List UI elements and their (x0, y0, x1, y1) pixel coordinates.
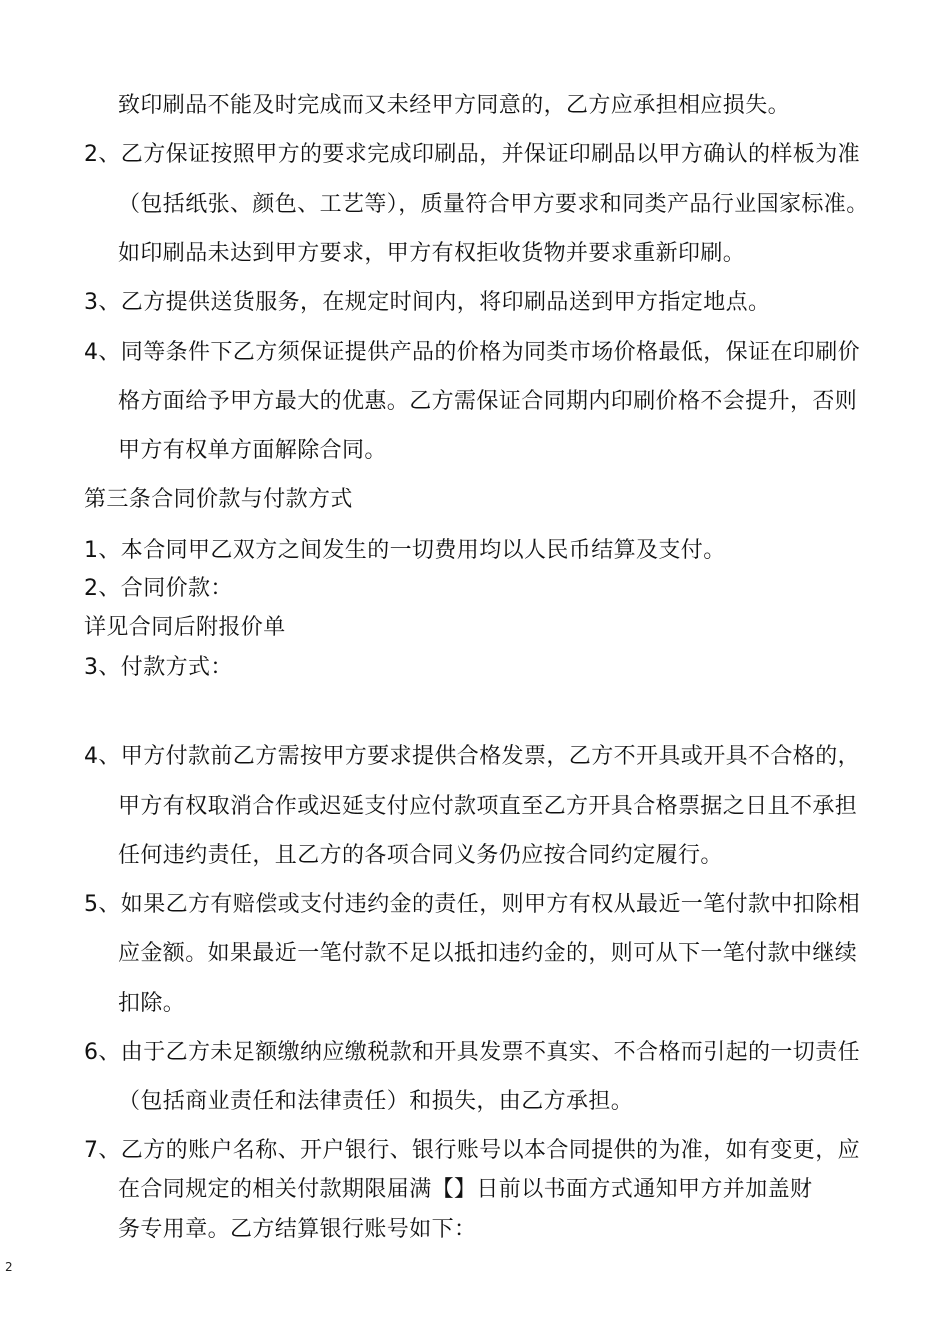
payment-clause-7: 7、乙方的账户名称、开户银行、银行账号以本合同提供的为准，如有变更，应 (84, 1138, 860, 1163)
text-line: 格方面给予甲方最大的优惠。乙方需保证合同期内印刷价格不会提升，否则 (118, 389, 858, 414)
payment-clause-2: 2、合同价款： (84, 576, 233, 601)
page-number: 2 (5, 1260, 13, 1274)
text-line: 任何违约责任，且乙方的各项合同义务仍应按合同约定履行。 (118, 843, 723, 868)
text-line: 如印刷品未达到甲方要求，甲方有权拒收货物并要求重新印刷。 (118, 241, 746, 266)
clause-3-line: 3、乙方提供送货服务，在规定时间内，将印刷品送到甲方指定地点。 (84, 290, 771, 315)
text-line: 甲方有权单方面解除合同。 (118, 438, 387, 463)
text-line: （包括商业责任和法律责任）和损失，由乙方承担。 (118, 1089, 634, 1114)
text-line: 甲方有权取消合作或迟延支付应付款项直至乙方开具合格票据之日且不承担 (118, 794, 858, 819)
text-line: 应金额。如果最近一笔付款不足以抵扣违约金的，则可从下一笔付款中继续 (118, 941, 858, 966)
clause-2-line: 2、乙方保证按照甲方的要求完成印刷品，并保证印刷品以甲方确认的样板为准 (84, 142, 860, 167)
payment-clause-5: 5、如果乙方有赔偿或支付违约金的责任，则甲方有权从最近一笔付款中扣除相 (84, 892, 860, 917)
payment-clause-6: 6、由于乙方未足额缴纳应缴税款和开具发票不真实、不合格而引起的一切责任 (84, 1040, 860, 1065)
section-heading: 第三条合同价款与付款方式 (84, 487, 353, 512)
quote-reference: 详见合同后附报价单 (84, 615, 286, 640)
clause-4-line: 4、同等条件下乙方须保证提供产品的价格为同类市场价格最低，保证在印刷价 (84, 340, 860, 365)
payment-clause-3: 3、付款方式： (84, 655, 233, 680)
text-line: 在合同规定的相关付款期限届满【】日前以书面方式通知甲方并加盖财 (118, 1177, 813, 1202)
text-line: （包括纸张、颜色、工艺等），质量符合甲方要求和同类产品行业国家标准。 (118, 192, 869, 217)
text-line: 致印刷品不能及时完成而又未经甲方同意的，乙方应承担相应损失。 (118, 93, 791, 118)
text-line: 务专用章。乙方结算银行账号如下： (118, 1217, 477, 1242)
payment-clause-1: 1、本合同甲乙双方之间发生的一切费用均以人民币结算及支付。 (84, 538, 726, 563)
payment-clause-4: 4、甲方付款前乙方需按甲方要求提供合格发票，乙方不开具或开具不合格的， (84, 744, 860, 769)
text-line: 扣除。 (118, 991, 186, 1016)
